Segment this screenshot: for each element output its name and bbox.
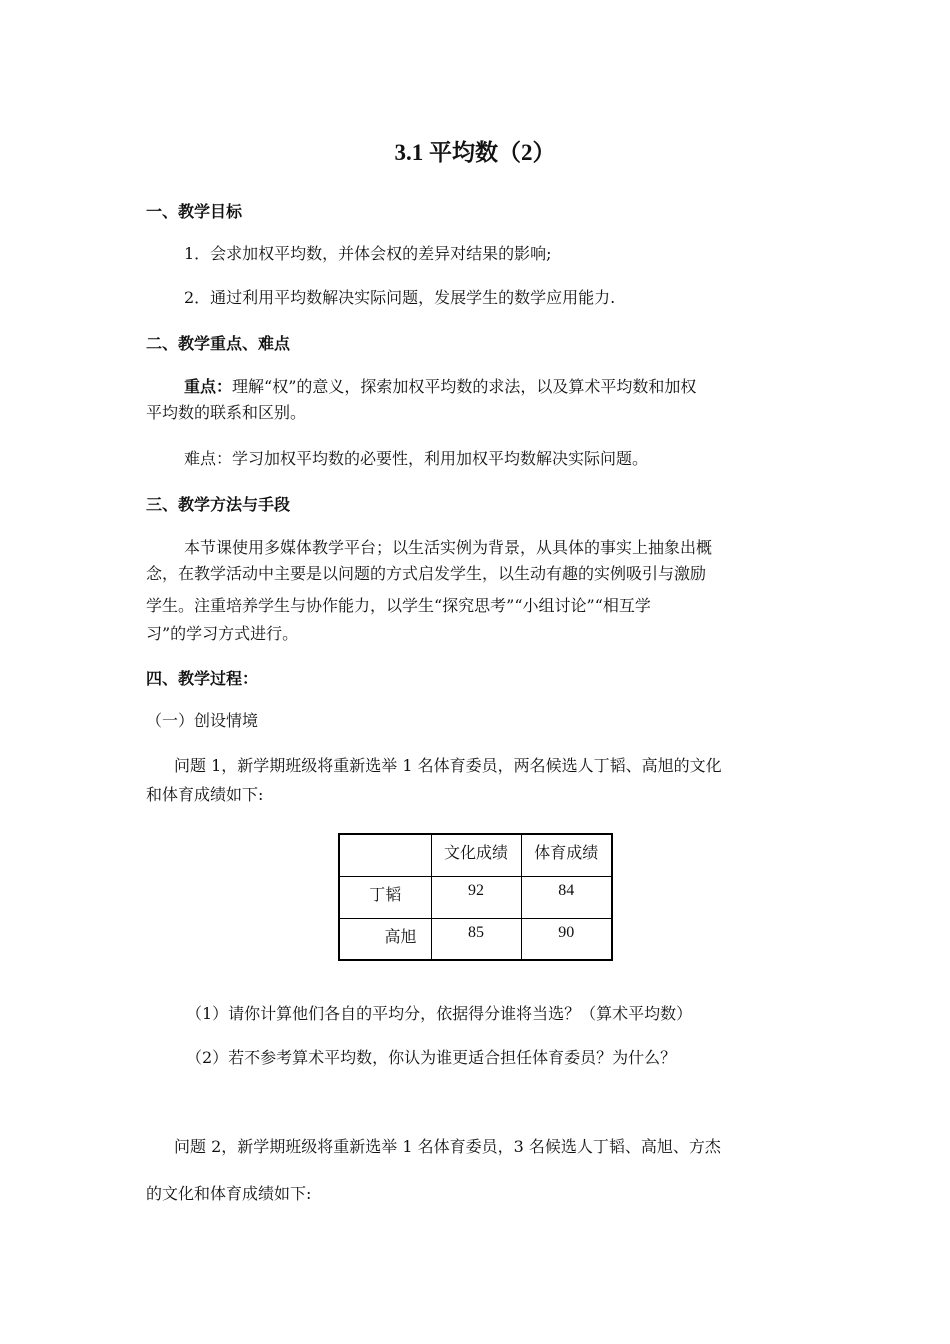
key-point-label: 重点： (184, 377, 233, 396)
key-point-text: 理解“权”的意义，探索加权平均数的求法，以及算术平均数和加权 (232, 377, 697, 396)
section-heading-process: 四、教学过程： (146, 669, 259, 688)
key-point-line-1 (184, 374, 696, 399)
section-heading-objectives: 一、教学目标 (146, 202, 243, 221)
table-header-cell (339, 834, 431, 876)
difficulty-text: 难点：学习加权平均数的必要性，利用加权平均数解决实际问题。 (184, 449, 649, 468)
table-row (339, 918, 612, 960)
methods-line-1: 本节课使用多媒体教学平台；以生活实例为背景，从具体的事实上抽象出概 (184, 538, 713, 557)
problem1-question-1: （1）请你计算他们各自的平均分，依据得分谁将当选？（算术平均数） (186, 1004, 693, 1023)
table-cell-culture: 92 (431, 876, 521, 918)
problem2-line-2: 的文化和体育成绩如下: (146, 1184, 312, 1203)
problem1-line-1: 问题 1，新学期班级将重新选举 1 名体育委员，两名候选人丁韬、高旭的文化 (174, 756, 722, 775)
table-cell-name: 高旭 (339, 918, 431, 960)
table-cell-name: 丁韬 (339, 876, 431, 918)
problem1-question-2: （2）若不参考算术平均数，你认为谁更适合担任体育委员？为什么？ (186, 1048, 677, 1067)
subsection-heading-scenario: （一）创设情境 (146, 711, 259, 730)
scores-table (338, 833, 613, 961)
objective-item-2: 2．通过利用平均数解决实际问题，发展学生的数学应用能力. (184, 288, 616, 307)
table-cell-culture: 85 (431, 918, 521, 960)
table-cell-sports: 90 (521, 918, 612, 960)
table-header-cell: 文化成绩 (431, 834, 521, 876)
key-point-line-2: 平均数的联系和区别。 (146, 403, 307, 422)
methods-line-2: 念，在教学活动中主要是以问题的方式启发学生，以生动有趣的实例吸引与激励 (146, 564, 707, 583)
table-header-row (339, 834, 612, 876)
problem1-line-2: 和体育成绩如下: (146, 785, 264, 804)
problem2-line-1: 问题 2，新学期班级将重新选举 1 名体育委员，3 名候选人丁韬、高旭、方杰 (174, 1137, 721, 1156)
section-heading-methods: 三、教学方法与手段 (146, 495, 291, 514)
methods-line-3: 学生。注重培养学生与协作能力，以学生“探究思考”“小组讨论”“相互学 (146, 596, 651, 615)
table-cell-sports: 84 (521, 876, 612, 918)
page-title: 3.1 平均数（2） (394, 140, 556, 165)
methods-line-4: 习”的学习方式进行。 (146, 624, 299, 643)
section-heading-key-points: 二、教学重点、难点 (146, 334, 291, 353)
table-row (339, 876, 612, 918)
table-header-cell: 体育成绩 (521, 834, 612, 876)
objective-item-1: 1．会求加权平均数，并体会权的差异对结果的影响; (184, 244, 552, 263)
